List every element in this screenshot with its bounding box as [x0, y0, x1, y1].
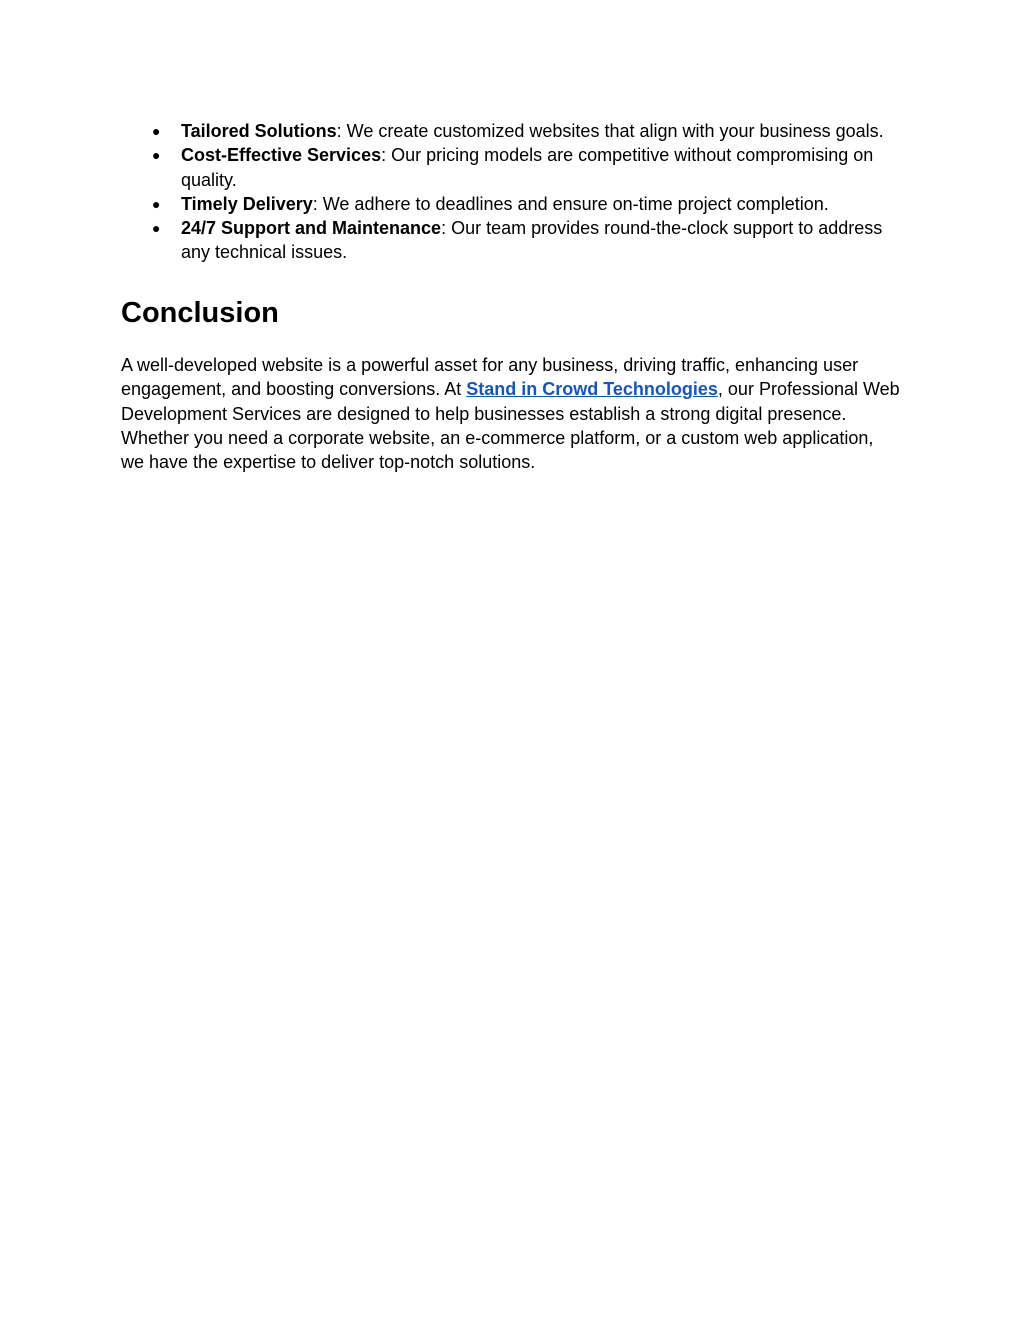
benefits-list — [121, 119, 911, 265]
list-item-text: : We create customized websites that align with your business goals. — [336, 121, 884, 141]
paragraph-text-after-link: , our Professional Web Development Services are designed to help businesses establish a strong digital presence. Whether you need a corporate website, an e-commerce platform, or a custom web application, we have the expertise to deliver top-notch solutions. — [121, 379, 900, 473]
list-item-term: Timely Delivery — [181, 193, 313, 214]
list-item — [121, 143, 911, 192]
bullet-icon: ● — [152, 195, 161, 212]
paragraph-text-before-link: A well-developed website is a powerful asset for any business, driving traffic, enhancing user engagement, and boosting conversions. At — [121, 355, 859, 400]
list-item — [121, 216, 911, 265]
conclusion-paragraph — [121, 353, 901, 474]
list-item-term: 24/7 Support and Maintenance — [181, 218, 442, 239]
conclusion-heading: Conclusion — [121, 297, 279, 329]
list-item-term: Tailored Solutions — [181, 121, 337, 141]
list-item-text: : Our team provides round-the-clock support to address any technical issues. — [181, 218, 883, 263]
list-item-term: Cost-Effective Services — [181, 145, 382, 166]
list-item — [121, 192, 911, 216]
bullet-icon: ● — [152, 147, 161, 164]
list-item — [121, 119, 911, 143]
bullet-icon: ● — [152, 123, 161, 139]
company-link[interactable]: Stand in Crowd Technologies — [466, 379, 718, 400]
list-item-text: : We adhere to deadlines and ensure on-time project completion. — [312, 193, 829, 214]
list-item-text: : Our pricing models are competitive without compromising on quality. — [181, 145, 874, 190]
bullet-icon: ● — [152, 220, 161, 237]
